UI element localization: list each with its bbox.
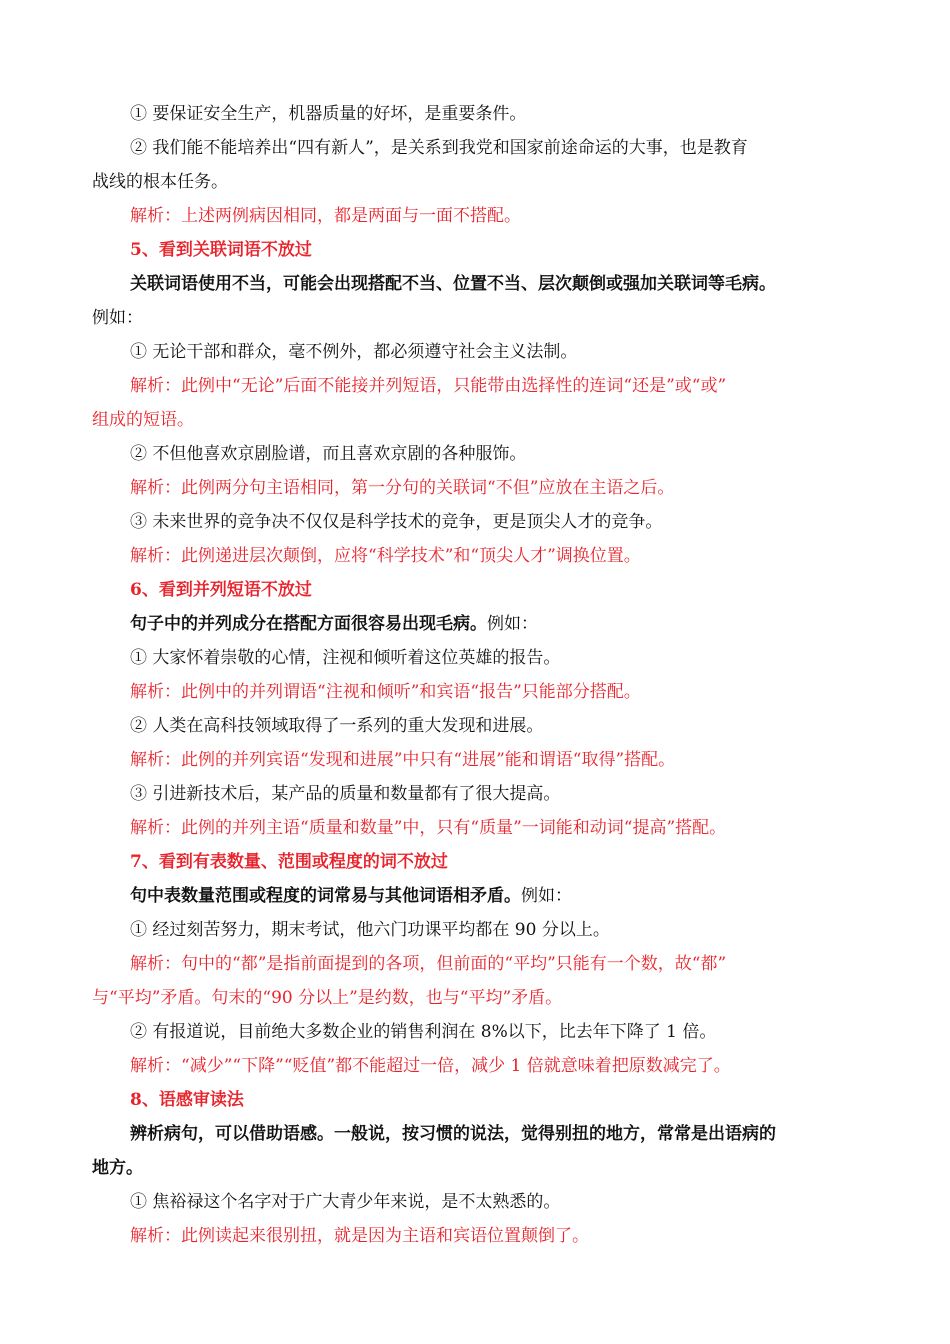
analysis-text: 解析：“减少”“下降”“贬值”都不能超过一倍，减少 1 倍就意味着把原数减完了。 <box>130 1056 731 1076</box>
section-intro-bold: 句子中的并列成分在搭配方面很容易出现毛病。 <box>130 614 487 634</box>
example-text: ① 要保证安全生产，机器质量的好坏，是重要条件。 <box>130 104 527 124</box>
example-text: ③ 引进新技术后，某产品的质量和数量都有了很大提高。 <box>130 784 561 804</box>
section-heading-6: 6、看到并列短语不放过 <box>130 580 312 600</box>
analysis-text: 解析：此例递进层次颠倒，应将“科学技术”和“顶尖人才”调换位置。 <box>130 546 641 566</box>
analysis-text: 解析：句中的“都”是指前面提到的各项，但前面的“平均”只能有一个数，故“都” <box>130 954 727 974</box>
section-intro-tail: 例如： <box>487 614 538 634</box>
example-text: ② 我们能不能培养出“四有新人”，是关系到我党和国家前途命运的大事，也是教育 <box>130 138 748 158</box>
analysis-text: 解析：此例中“无论”后面不能接并列短语，只能带由选择性的连词“还是”或“或” <box>130 376 727 396</box>
analysis-text: 解析：此例读起来很别扭，就是因为主语和宾语位置颠倒了。 <box>130 1226 589 1246</box>
example-text: ③ 未来世界的竞争决不仅仅是科学技术的竞争，更是顶尖人才的竞争。 <box>130 512 663 532</box>
analysis-text: 组成的短语。 <box>92 410 194 430</box>
section-intro-bold: 地方。 <box>92 1158 143 1178</box>
section-intro <box>130 607 860 641</box>
example-text: ① 大家怀着崇敬的心情，注视和倾听着这位英雄的报告。 <box>130 648 561 668</box>
example-text: ① 焦裕禄这个名字对于广大青少年来说，是不太熟悉的。 <box>130 1192 561 1212</box>
section-intro-bold: 辨析病句，可以借助语感。一般说，按习惯的说法，觉得别扭的地方，常常是出语病的 <box>130 1124 776 1144</box>
section-heading-8: 8、语感审读法 <box>130 1090 244 1110</box>
example-text: ① 经过刻苦努力，期末考试，他六门功课平均都在 90 分以上。 <box>130 920 610 940</box>
example-text: ② 有报道说，目前绝大多数企业的销售利润在 8%以下，比去年下降了 1 倍。 <box>130 1022 717 1042</box>
section-intro <box>130 267 860 301</box>
analysis-text: 解析：此例中的并列谓语“注视和倾听”和宾语“报告”只能部分搭配。 <box>130 682 641 702</box>
section-intro-bold: 句中表数量范围或程度的词常易与其他词语相矛盾。 <box>130 886 521 906</box>
section-heading-5: 5、看到关联词语不放过 <box>130 240 312 260</box>
analysis-text: 与“平均”矛盾。句末的“90 分以上”是约数，也与“平均”矛盾。 <box>92 988 563 1008</box>
analysis-text: 解析：此例的并列主语“质量和数量”中，只有“质量”一词能和动词“提高”搭配。 <box>130 818 727 838</box>
analysis-text: 解析：此例的并列宾语“发现和进展”中只有“进展”能和谓语“取得”搭配。 <box>130 750 676 770</box>
section-intro <box>130 879 860 913</box>
example-text: 战线的根本任务。 <box>92 172 228 192</box>
section-intro-tail: 例如： <box>92 308 143 328</box>
example-text: ② 不但他喜欢京剧脸谱，而且喜欢京剧的各种服饰。 <box>130 444 527 464</box>
analysis-text: 解析：上述两例病因相同，都是两面与一面不搭配。 <box>130 206 521 226</box>
example-text: ① 无论干部和群众，毫不例外，都必须遵守社会主义法制。 <box>130 342 578 362</box>
section-heading-7: 7、看到有表数量、范围或程度的词不放过 <box>130 852 448 872</box>
analysis-text: 解析：此例两分句主语相同，第一分句的关联词“不但”应放在主语之后。 <box>130 478 675 498</box>
example-text: ② 人类在高科技领域取得了一系列的重大发现和进展。 <box>130 716 544 736</box>
section-intro-bold: 关联词语使用不当，可能会出现搭配不当、位置不当、层次颠倒或强加关联词等毛病。 <box>130 274 776 294</box>
section-intro-tail: 例如： <box>521 886 572 906</box>
